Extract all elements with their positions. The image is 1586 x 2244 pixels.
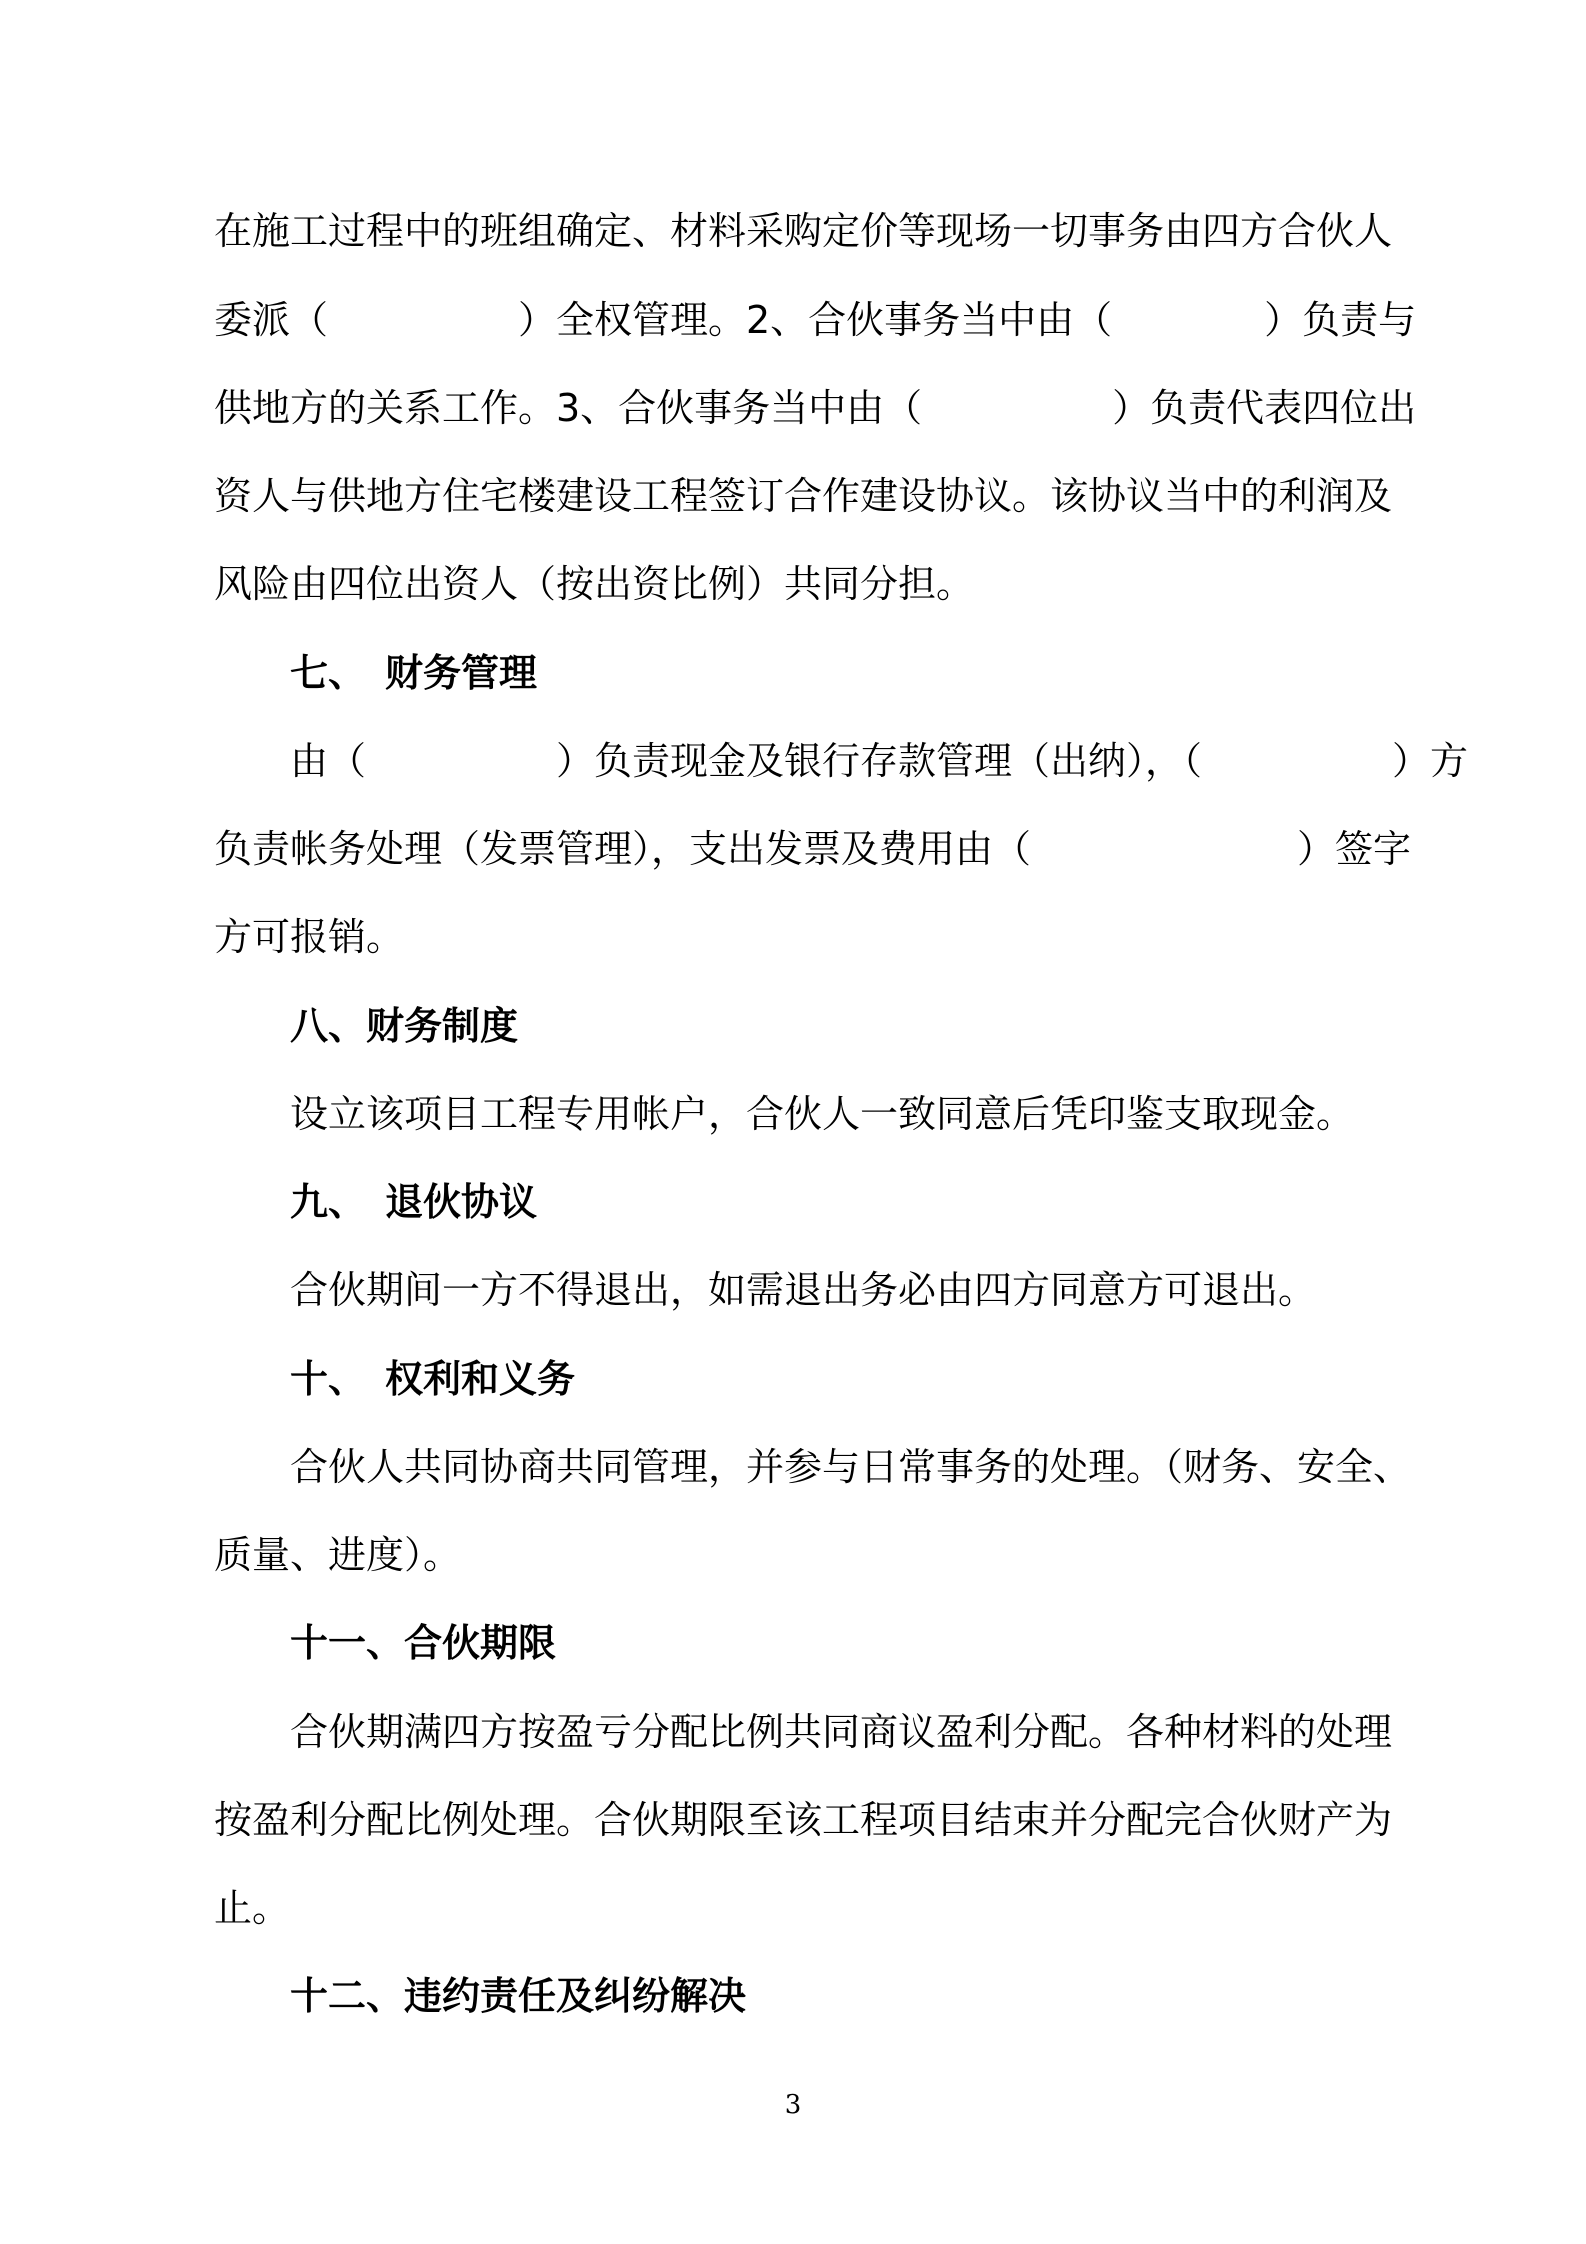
paragraph-line: 在施工过程中的班组确定、材料采购定价等现场一切事务由四方合伙人: [214, 209, 1393, 253]
paragraph-line: 由（ ）负责现金及银行存款管理（出纳），（ ）方: [290, 739, 1469, 783]
paragraph-line: 合伙期满四方按盈亏分配比例共同商议盈利分配。各种材料的处理: [290, 1710, 1393, 1754]
section-10-heading: 十、 权利和义务: [290, 1357, 576, 1401]
paragraph-line: 风险由四位出资人（按出资比例）共同分担。: [214, 562, 975, 606]
paragraph-line: 供地方的关系工作。3、合伙事务当中由（ ）负责代表四位出: [214, 386, 1417, 430]
paragraph-line: 资人与供地方住宅楼建设工程签订合作建设协议。该协议当中的利润及: [214, 474, 1393, 518]
paragraph-line: 按盈利分配比例处理。合伙期限至该工程项目结束并分配完合伙财产为: [214, 1798, 1393, 1842]
section-7-heading: 七、 财务管理: [290, 651, 538, 695]
paragraph-line: 负责帐务处理（发票管理），支出发票及费用由（ ）签字: [214, 827, 1412, 871]
section-11-heading: 十一、合伙期限: [290, 1621, 557, 1665]
section-9-heading: 九、 退伙协议: [290, 1180, 538, 1224]
paragraph-line: 合伙期间一方不得退出，如需退出务必由四方同意方可退出。: [290, 1268, 1317, 1312]
paragraph-line: 质量、进度）。: [214, 1533, 462, 1577]
paragraph-line: 方可报销。: [214, 915, 405, 959]
paragraph-line: 委派（ ）全权管理。2、合伙事务当中由（ ）负责与: [214, 298, 1417, 342]
paragraph-line: 止。: [214, 1886, 291, 1930]
section-12-heading: 十二、违约责任及纠纷解决: [290, 1974, 747, 2018]
paragraph-line: 设立该项目工程专用帐户，合伙人一致同意后凭印鉴支取现金。: [290, 1092, 1355, 1136]
section-8-heading: 八、财务制度: [290, 1004, 519, 1048]
paragraph-line: 合伙人共同协商共同管理，并参与日常事务的处理。（财务、安全、: [290, 1445, 1412, 1489]
page-number: 3: [784, 2090, 802, 2120]
